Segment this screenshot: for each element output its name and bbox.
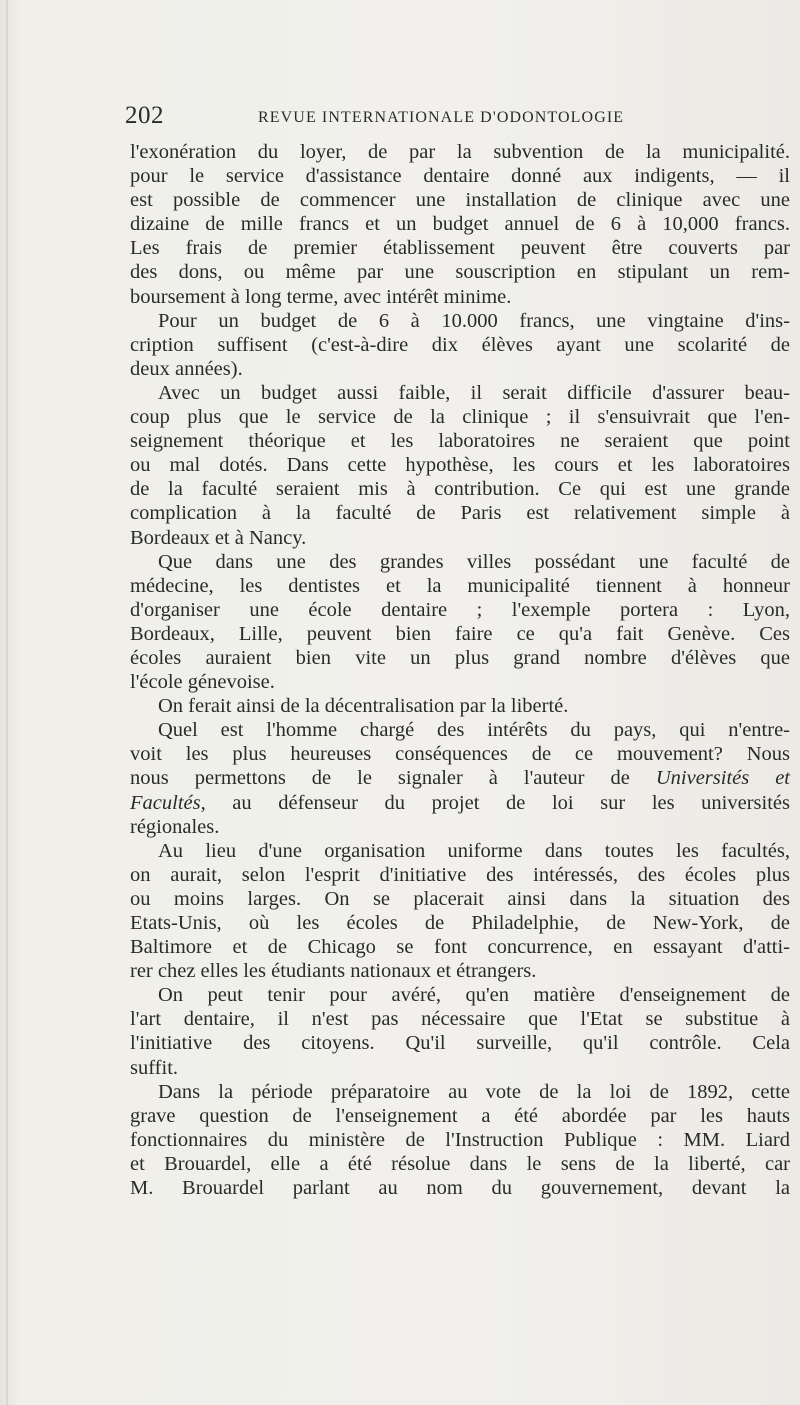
italic-title: Universités et	[655, 767, 790, 790]
text-line	[130, 140, 790, 164]
text-line	[130, 766, 790, 790]
line-text: Baltimore et de Chicago se font concurrence, en essayant d'atti-	[130, 936, 790, 959]
line-text: d'organiser une école dentaire ; l'exemple portera : Lyon,	[130, 598, 790, 621]
line-text: Bordeaux et à Nancy.	[130, 526, 307, 549]
line-text: l'exonération du loyer, de par la subvention de la municipalité.	[130, 141, 790, 163]
text-line	[130, 260, 790, 284]
text-line	[130, 1056, 790, 1080]
text-line	[130, 477, 790, 501]
line-text: Avec un budget aussi faible, il serait difficile d'assurer beau-	[158, 381, 790, 404]
text-line	[130, 550, 790, 574]
line-text: Que dans une des grandes villes possédant une faculté de	[158, 550, 790, 573]
text-line	[130, 1152, 790, 1176]
line-text: régionales.	[130, 815, 220, 838]
text-line	[130, 670, 790, 694]
line-text: rer chez elles les étudiants nationaux et étrangers.	[130, 960, 537, 983]
line-text: l'art dentaire, il n'est pas nécessaire que l'Etat se substitue à	[130, 1008, 790, 1031]
line-text: des dons, ou même par une souscription en stipulant un rem-	[130, 261, 790, 284]
text-line	[130, 1176, 790, 1200]
text-line	[130, 791, 790, 815]
line-text: boursement à long terme, avec intérêt minime.	[130, 285, 512, 308]
text-line	[130, 718, 790, 742]
line-text: Les frais de premier établissement peuvent être couverts par	[130, 237, 790, 260]
line-text: dizaine de mille francs et un budget annuel de 6 à 10,000 francs.	[130, 213, 790, 236]
text-line	[130, 1104, 790, 1128]
line-text-after: au défenseur du projet de loi sur les universités	[205, 791, 790, 814]
line-text: seignement théorique et les laboratoires ne seraient que point	[130, 430, 790, 453]
text-line	[130, 959, 790, 983]
text-line	[130, 646, 790, 670]
text-line	[130, 453, 790, 477]
line-text: voit les plus heureuses conséquences de ce mouvement? Nous	[130, 743, 790, 766]
line-text: deux années).	[130, 357, 243, 380]
line-text: de la faculté seraient mis à contribution. Ce qui est une grande	[130, 478, 790, 501]
line-text: Etats-Unis, où les écoles de Philadelphie, de New-York, de	[130, 912, 790, 934]
line-text: coup plus que le service de la clinique ; il s'ensuivrait que l'en-	[130, 406, 790, 429]
line-text: On ferait ainsi de la décentralisation par la liberté.	[158, 695, 569, 718]
text-line	[130, 598, 790, 622]
line-text: ou mal dotés. Dans cette hypothèse, les cours et les laboratoires	[130, 454, 790, 477]
line-text: l'école génevoise.	[130, 671, 275, 694]
line-text: Au lieu d'une organisation uniforme dans toutes les facultés,	[158, 839, 790, 862]
text-line	[130, 622, 790, 646]
text-line	[130, 501, 790, 525]
line-text: suffit.	[130, 1056, 179, 1079]
line-text: grave question de l'enseignement a été abordée par les hauts	[130, 1104, 790, 1127]
text-line	[130, 285, 790, 309]
text-line	[130, 1080, 790, 1104]
line-text: et Brouardel, elle a été résolue dans le sens de la liberté, car	[130, 1152, 790, 1175]
text-line	[130, 429, 790, 453]
line-text: Dans la période préparatoire au vote de la loi de 1892, cette	[158, 1080, 790, 1103]
text-line	[130, 526, 790, 550]
text-line	[130, 309, 790, 333]
running-title: REVUE INTERNATIONALE D'ODONTOLOGIE	[258, 109, 625, 126]
text-line	[130, 815, 790, 839]
line-text: écoles auraient bien vite un plus grand nombre d'élèves que	[130, 646, 790, 669]
text-line	[130, 1128, 790, 1152]
text-line	[130, 236, 790, 260]
line-text: est possible de commencer une installation de clinique avec une	[130, 189, 790, 212]
line-text: médecine, les dentistes et la municipalité tiennent à honneur	[130, 574, 790, 597]
line-text: Pour un budget de 6 à 10.000 francs, une vingtaine d'ins-	[158, 309, 790, 332]
text-line	[130, 1007, 790, 1031]
line-text: cription suffisent (c'est-à-dire dix élèves ayant une scolarité de	[130, 333, 790, 356]
line-text: M. Brouardel parlant au nom du gouvernement, devant la	[130, 1177, 790, 1200]
text-line	[130, 381, 790, 405]
binding-edge	[6, 0, 8, 1405]
text-line	[130, 164, 790, 188]
text-line	[130, 839, 790, 863]
text-line	[130, 405, 790, 429]
text-line	[130, 574, 790, 598]
text-line	[130, 887, 790, 911]
line-text: ou moins larges. On se placerait ainsi dans la situation des	[130, 887, 790, 910]
text-line	[130, 742, 790, 766]
text-line	[130, 983, 790, 1007]
text-line	[130, 911, 790, 935]
page-header	[125, 100, 785, 132]
page-number: 202	[125, 102, 164, 129]
text-line	[130, 863, 790, 887]
text-line	[130, 1031, 790, 1055]
line-text: fonctionnaires du ministère de l'Instruction Publique : MM. Liard	[130, 1128, 790, 1151]
line-text: l'initiative des citoyens. Qu'il surveille, qu'il contrôle. Cela	[130, 1032, 790, 1055]
text-line	[130, 935, 790, 959]
line-text: Bordeaux, Lille, peuvent bien faire ce qu'a fait Genève. Ces	[130, 622, 790, 645]
italic-title: Facultés,	[130, 791, 206, 814]
line-text: nous permettons de le signaler à l'auteur de	[130, 767, 630, 790]
body-text	[130, 140, 790, 1200]
line-text: pour le service d'assistance dentaire donné aux indigents, — il	[130, 165, 790, 188]
text-line	[130, 694, 790, 718]
line-text: On peut tenir pour avéré, qu'en matière d'enseignement de	[158, 984, 790, 1007]
text-line	[130, 212, 790, 236]
line-text: complication à la faculté de Paris est relativement simple à	[130, 502, 790, 525]
line-text: Quel est l'homme chargé des intérêts du pays, qui n'entre-	[158, 719, 790, 742]
text-line	[130, 333, 790, 357]
text-line	[130, 188, 790, 212]
line-text: on aurait, selon l'esprit d'initiative des intéressés, des écoles plus	[130, 863, 790, 886]
text-line	[130, 357, 790, 381]
